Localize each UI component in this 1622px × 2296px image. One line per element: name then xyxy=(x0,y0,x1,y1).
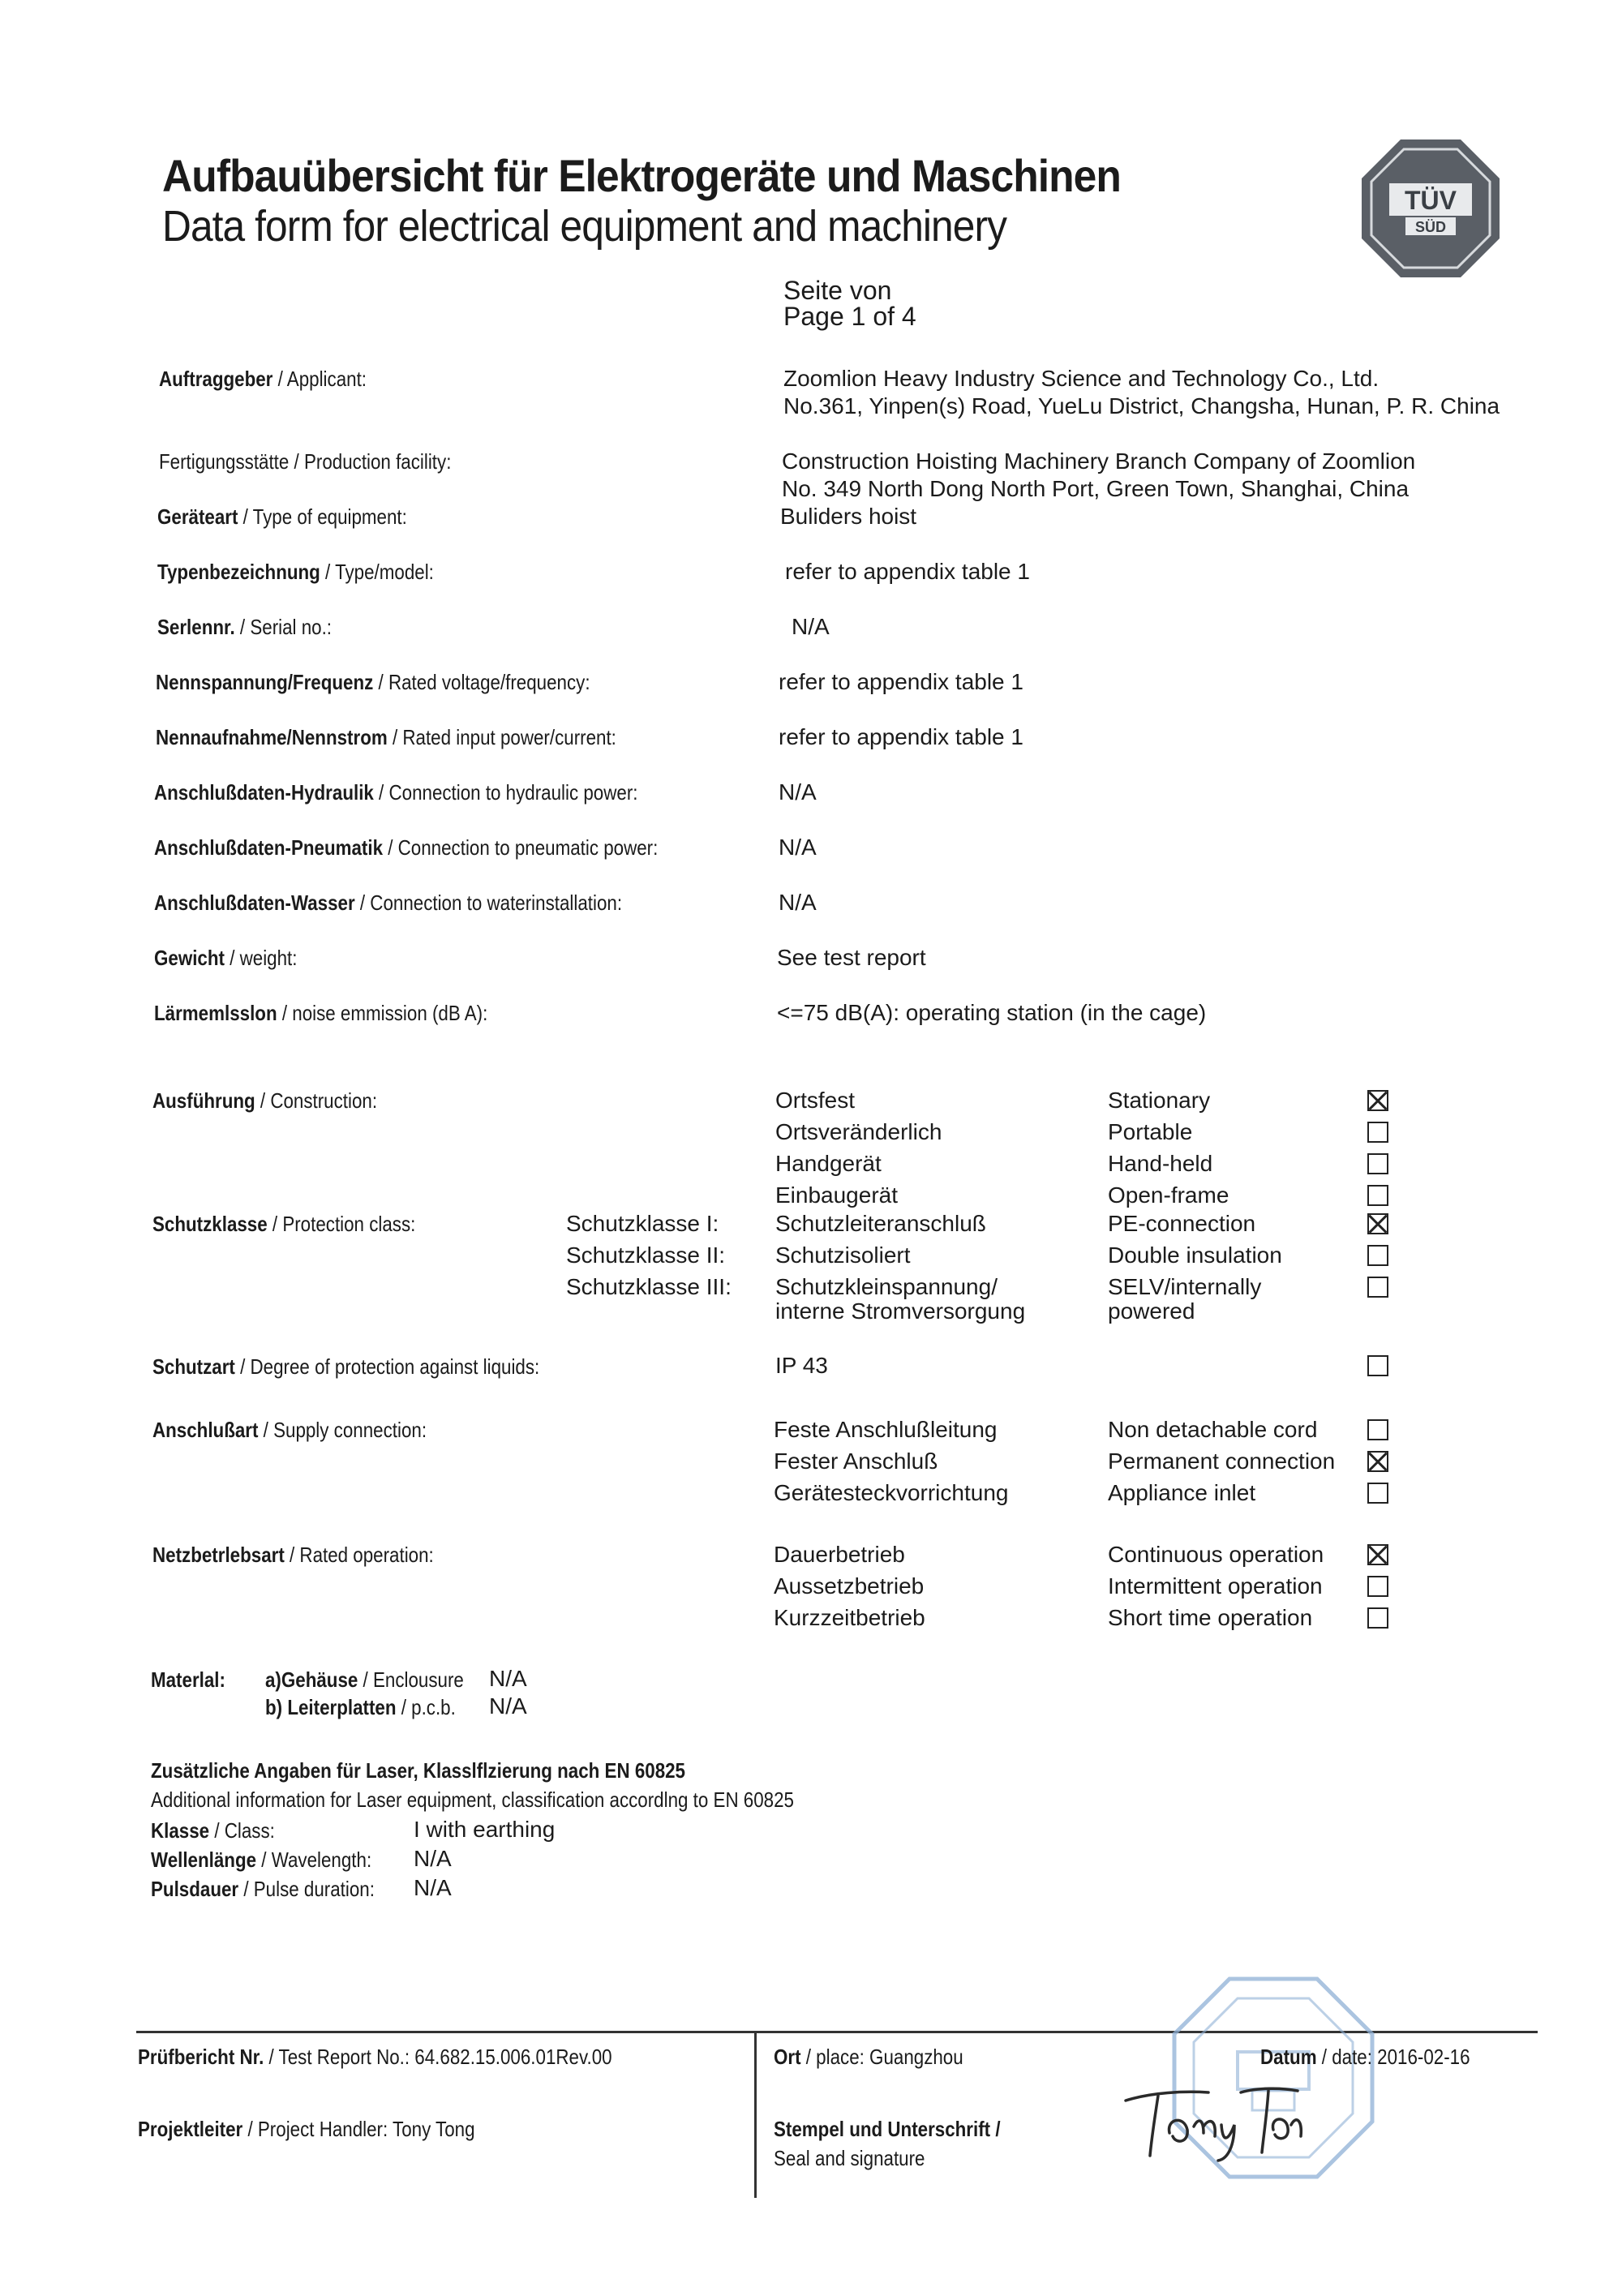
protection-checkbox[interactable] xyxy=(1367,1245,1388,1266)
field-value: refer to appendix table 1 xyxy=(779,669,1023,694)
place: Ort / place: Guangzhou xyxy=(774,2045,963,2069)
degree-checkbox[interactable] xyxy=(1367,1355,1388,1376)
supply-checkbox[interactable] xyxy=(1367,1451,1388,1472)
supply-option-german: Gerätesteckvorrichtung xyxy=(774,1480,1009,1505)
field-label: Anschlußdaten-Hydraulik / Connection to hydraulic power: xyxy=(154,780,638,805)
material-pcb-value: N/A xyxy=(489,1693,527,1719)
field-value: refer to appendix table 1 xyxy=(779,724,1023,749)
construction-option-german: Einbaugerät xyxy=(775,1182,899,1208)
field-label: Fertigungsstätte / Production facility: xyxy=(159,449,452,474)
field-label: Nennspannung/Frequenz / Rated voltage/frequency: xyxy=(156,670,590,694)
laser-subheading: Additional information for Laser equipment, classification accordlng to EN 60825 xyxy=(151,1787,794,1812)
material-label: Materlal: xyxy=(151,1667,225,1692)
field-value: Buliders hoist xyxy=(780,504,917,529)
protection-option-german: Schutzleiteranschluß xyxy=(775,1211,986,1236)
protection-class-sub: Schutzklasse II: xyxy=(566,1242,726,1268)
project-handler: Projektleiter / Project Handler: Tony Tong xyxy=(138,2117,475,2141)
seal-signature-label-german: Stempel und Unterschrift / xyxy=(774,2117,1001,2141)
supply-option-english: Permanent connection xyxy=(1108,1448,1336,1474)
operation-checkbox[interactable] xyxy=(1367,1576,1388,1597)
laser-pulse-value: N/A xyxy=(414,1875,452,1900)
field-label: Geräteart / Type of equipment: xyxy=(157,504,407,529)
laser-class-label: Klasse / Class: xyxy=(151,1818,275,1843)
construction-option-english: Portable xyxy=(1108,1119,1193,1144)
field-label: Auftraggeber / Applicant: xyxy=(159,367,367,391)
construction-option-english: Hand-held xyxy=(1108,1151,1213,1176)
protection-option-english-line2: powered xyxy=(1108,1298,1195,1324)
field-label: Nennaufnahme/Nennstrom / Rated input power/current: xyxy=(156,725,616,749)
protection-option-english: Double insulation xyxy=(1108,1242,1282,1268)
protection-option-german: Schutzisoliert xyxy=(775,1242,911,1268)
construction-checkbox[interactable] xyxy=(1367,1153,1388,1174)
protection-option-english: SELV/internally xyxy=(1108,1274,1262,1299)
operation-option-german: Dauerbetrieb xyxy=(774,1542,905,1567)
operation-option-german: Kurzzeitbetrieb xyxy=(774,1605,925,1630)
field-value: Construction Hoisting Machinery Branch Company of Zoomlion xyxy=(782,448,1416,474)
operation-checkbox[interactable] xyxy=(1367,1544,1388,1565)
field-value: No.361, Yinpen(s) Road, YueLu District, Changsha, Hunan, P. R. China xyxy=(783,393,1500,418)
operation-option-english: Intermittent operation xyxy=(1108,1573,1323,1599)
seal-signature-label-english: Seal and signature xyxy=(774,2146,925,2170)
field-label: Serlennr. / Serial no.: xyxy=(157,615,333,639)
protection-option-german-line2: interne Stromversorgung xyxy=(775,1298,1026,1324)
protection-class-sub: Schutzklasse I: xyxy=(566,1211,719,1236)
protection-option-german: Schutzkleinspannung/ xyxy=(775,1274,998,1299)
field-value: <=75 dB(A): operating station (in the cage) xyxy=(777,1000,1207,1025)
field-value: N/A xyxy=(792,614,830,639)
rated-operation-label: Netzbetrlebsart / Rated operation: xyxy=(152,1543,434,1567)
field-label: Anschlußdaten-Wasser / Connection to waterinstallation: xyxy=(154,891,623,915)
field-value: N/A xyxy=(779,779,817,805)
field-value: Zoomlion Heavy Industry Science and Technology Co., Ltd. xyxy=(783,366,1380,391)
protection-checkbox[interactable] xyxy=(1367,1213,1388,1234)
title-german: Aufbauübersicht für Elektrogeräte und Maschinen xyxy=(162,150,1121,201)
degree-of-protection-label: Schutzart / Degree of protection against liquids: xyxy=(152,1354,540,1379)
construction-checkbox[interactable] xyxy=(1367,1122,1388,1143)
laser-class-value: I with earthing xyxy=(414,1817,556,1842)
material-enclosure-label: a)Gehäuse / Enclousure xyxy=(265,1667,464,1692)
field-label: Gewicht / weight: xyxy=(154,946,298,970)
construction-option-german: Ortsfest xyxy=(775,1088,856,1113)
laser-wavelength-value: N/A xyxy=(414,1846,452,1871)
page-number: Page 1 of 4 xyxy=(783,302,916,331)
laser-heading: Zusätzliche Angaben für Laser, Klasslflzierung nach EN 60825 xyxy=(151,1758,686,1783)
test-report-number: Prüfbericht Nr. / Test Report No.: 64.682.15.006.01Rev.00 xyxy=(138,2045,612,2069)
construction-option-german: Ortsveränderlich xyxy=(775,1119,942,1144)
supply-option-english: Appliance inlet xyxy=(1108,1480,1256,1505)
protection-class-sub: Schutzklasse III: xyxy=(566,1274,732,1299)
protection-option-english: PE-connection xyxy=(1108,1211,1256,1236)
protection-checkbox[interactable] xyxy=(1367,1277,1388,1298)
field-label: Anschlußdaten-Pneumatik / Connection to pneumatic power: xyxy=(154,835,659,860)
construction-option-english: Stationary xyxy=(1108,1088,1211,1113)
page-label-german: Seite von xyxy=(783,276,892,305)
field-value: refer to appendix table 1 xyxy=(785,559,1030,584)
supply-checkbox[interactable] xyxy=(1367,1419,1388,1440)
construction-option-german: Handgerät xyxy=(775,1151,882,1176)
operation-option-english: Short time operation xyxy=(1108,1605,1313,1630)
date: Datum / date: 2016-02-16 xyxy=(1260,2045,1470,2069)
footer-column-divider xyxy=(754,2031,757,2198)
title-english: Data form for electrical equipment and machinery xyxy=(162,202,1007,251)
construction-option-english: Open-frame xyxy=(1108,1182,1229,1208)
field-value: N/A xyxy=(779,890,817,915)
supply-option-german: Fester Anschluß xyxy=(774,1448,938,1474)
supply-checkbox[interactable] xyxy=(1367,1483,1388,1504)
field-value: N/A xyxy=(779,835,817,860)
material-enclosure-value: N/A xyxy=(489,1666,527,1691)
svg-text:TÜV: TÜV xyxy=(1405,186,1457,215)
field-label: Lärmemlsslon / noise emmission (dB A): xyxy=(154,1001,488,1025)
laser-wavelength-label: Wellenlänge / Wavelength: xyxy=(151,1848,372,1872)
operation-option-german: Aussetzbetrieb xyxy=(774,1573,925,1599)
construction-label: Ausführung / Construction: xyxy=(152,1088,378,1113)
tuv-sud-logo-icon xyxy=(1358,136,1503,281)
degree-of-protection-value: IP 43 xyxy=(775,1353,828,1378)
field-label: Typenbezeichnung / Type/model: xyxy=(157,560,434,584)
supply-option-german: Feste Anschlußleitung xyxy=(774,1417,998,1442)
protection-class-label: Schutzklasse / Protection class: xyxy=(152,1212,416,1236)
construction-checkbox[interactable] xyxy=(1367,1185,1388,1206)
field-value: No. 349 North Dong North Port, Green Town, Shanghai, China xyxy=(782,476,1410,501)
operation-option-english: Continuous operation xyxy=(1108,1542,1324,1567)
field-value: See test report xyxy=(777,945,926,970)
material-pcb-label: b) Leiterplatten / p.c.b. xyxy=(265,1695,456,1719)
handwritten-signature-icon xyxy=(1119,2068,1306,2165)
supply-connection-label: Anschlußart / Supply connection: xyxy=(152,1418,427,1442)
supply-option-english: Non detachable cord xyxy=(1108,1417,1318,1442)
operation-checkbox[interactable] xyxy=(1367,1607,1388,1629)
svg-text:SÜD: SÜD xyxy=(1414,219,1447,235)
laser-pulse-label: Pulsdauer / Pulse duration: xyxy=(151,1877,375,1901)
construction-checkbox[interactable] xyxy=(1367,1090,1388,1111)
